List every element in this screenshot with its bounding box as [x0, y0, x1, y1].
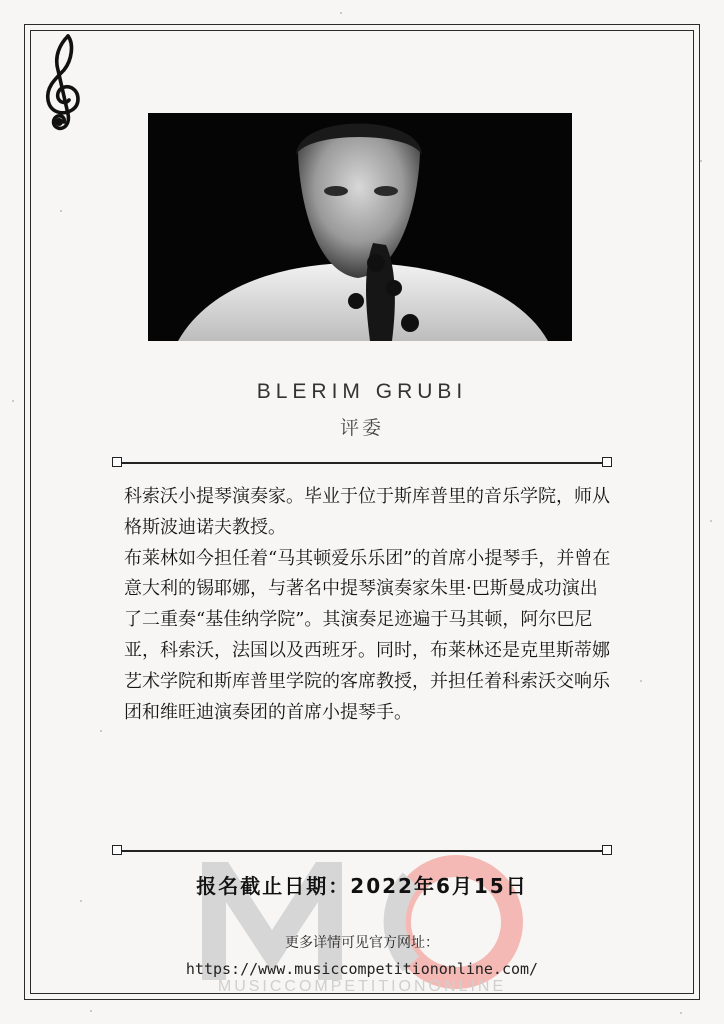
judge-biography	[124, 482, 614, 728]
judge-photo	[148, 113, 572, 341]
judge-name: BLERIM GRUBI	[256, 380, 468, 403]
treble-clef-icon	[38, 30, 90, 140]
bio-paragraph: 布莱林如今担任着“马其顿爱乐乐团”的首席小提琴手，并曾在意大利的锡耶娜，与著名中提琴演奏家朱里·巴斯曼成功演出了二重奏“基佳纳学院”。其演奏足迹遍于马其顿，阿尔巴尼亚，科索沃，法国以及西班牙。同时，布莱林还是克里斯蒂娜艺术学院和斯库普里学院的客席教授，并担任着科索沃交响乐团和维旺迪演奏团的首席小提琴手。	[124, 547, 611, 723]
bio-paragraph: 科索沃小提琴演奏家。毕业于位于斯库普里的音乐学院，师从格斯波迪诺夫教授。	[124, 486, 610, 538]
registration-deadline: 报名截止日期：2022年6月15日	[196, 874, 528, 898]
top-divider	[112, 457, 612, 469]
watermark-text: MUSICCOMPETITIONONLINE	[217, 978, 507, 995]
judge-role: 评委	[339, 417, 384, 439]
more-info-label: 更多详情可见官方网址：	[285, 935, 439, 951]
website-url[interactable]: https://www.musiccompetitiononline.com/	[185, 960, 539, 978]
